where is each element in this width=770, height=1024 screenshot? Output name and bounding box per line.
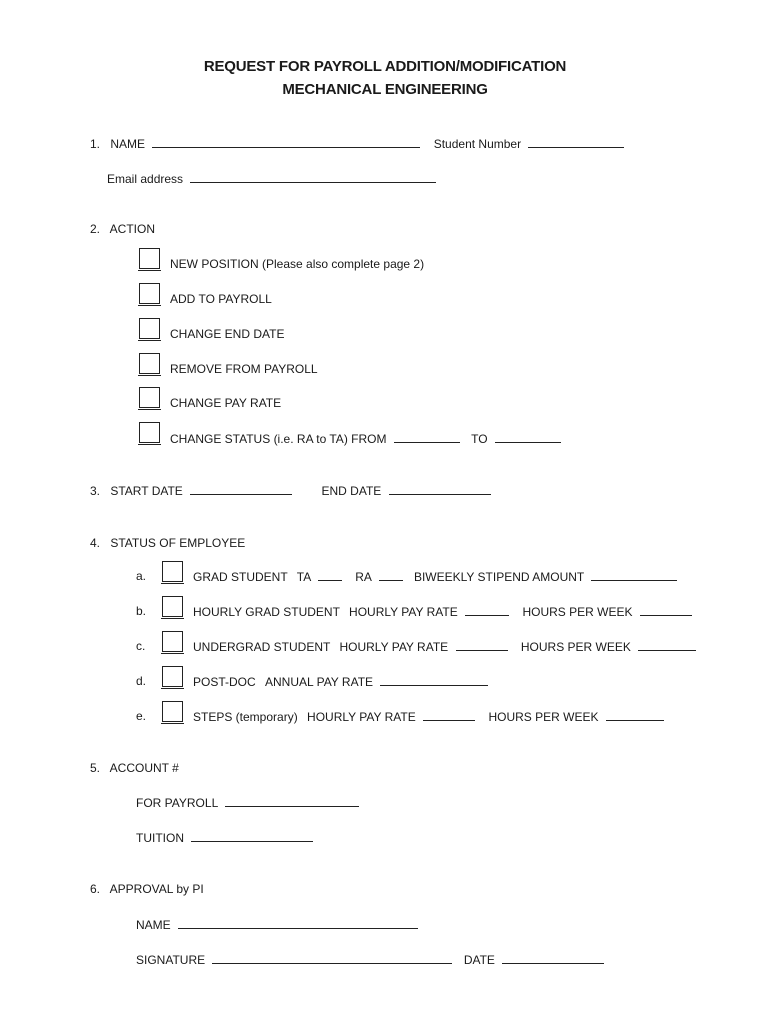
account-heading: ACCOUNT # — [109, 761, 179, 775]
section-3-dates-row — [90, 483, 495, 498]
signature-field[interactable] — [212, 952, 452, 964]
section-1-name-row — [90, 136, 628, 151]
biweekly-stipend-label: BIWEEKLY STIPEND AMOUNT — [413, 570, 585, 584]
hours-per-week-field[interactable] — [606, 709, 664, 721]
new-position-label: NEW POSITION (Please also complete page 2) — [170, 257, 425, 271]
hourly-grad-row — [193, 604, 696, 619]
status-from-field[interactable] — [394, 431, 460, 443]
hourly-pay-rate-field[interactable] — [423, 709, 475, 721]
email-row — [107, 171, 440, 186]
signature-label: SIGNATURE — [136, 953, 206, 967]
remove-from-payroll-checkbox[interactable] — [139, 353, 160, 374]
undergrad-row — [193, 639, 700, 654]
add-to-payroll-label: ADD TO PAYROLL — [170, 292, 272, 306]
section-number: 4. — [90, 536, 101, 550]
signature-row — [136, 952, 608, 967]
start-date-field[interactable] — [190, 483, 292, 495]
end-date-label: END DATE — [321, 484, 382, 498]
name-field[interactable] — [152, 136, 420, 148]
change-status-label: CHANGE STATUS (i.e. RA to TA) FROM — [170, 432, 387, 446]
section-number: 6. — [90, 882, 101, 896]
tuition-label: TUITION — [136, 831, 184, 845]
hourly-grad-label: HOURLY GRAD STUDENT — [193, 605, 340, 619]
email-label: Email address — [107, 172, 184, 186]
undergrad-label: UNDERGRAD STUDENT — [193, 640, 331, 654]
payroll-account-row — [136, 795, 363, 810]
post-doc-label: POST-DOC — [193, 675, 256, 689]
grad-student-label: GRAD STUDENT — [193, 570, 288, 584]
hourly-pay-rate-label: HOURLY PAY RATE — [307, 710, 416, 724]
form-title: REQUEST FOR PAYROLL ADDITION/MODIFICATION — [203, 58, 567, 75]
add-to-payroll-checkbox[interactable] — [139, 283, 160, 304]
steps-checkbox[interactable] — [162, 701, 183, 722]
status-to-field[interactable] — [495, 431, 561, 443]
hours-per-week-label: HOURS PER WEEK — [522, 605, 633, 619]
hours-per-week-label: HOURS PER WEEK — [520, 640, 631, 654]
hourly-grad-checkbox[interactable] — [162, 596, 183, 617]
hourly-pay-rate-field[interactable] — [465, 604, 509, 616]
tuition-account-row — [136, 830, 317, 845]
hourly-pay-rate-field[interactable] — [456, 639, 508, 651]
form-subtitle: MECHANICAL ENGINEERING — [282, 81, 488, 98]
ta-field[interactable] — [318, 569, 342, 581]
for-payroll-label: FOR PAYROLL — [136, 796, 218, 810]
section-number: 2. — [90, 222, 101, 236]
undergrad-checkbox[interactable] — [162, 631, 183, 652]
student-number-field[interactable] — [528, 136, 624, 148]
status-to-label: TO — [471, 432, 488, 446]
end-date-field[interactable] — [389, 483, 491, 495]
action-heading: ACTION — [109, 222, 156, 236]
hours-per-week-field[interactable] — [640, 604, 692, 616]
change-end-date-label: CHANGE END DATE — [170, 327, 285, 341]
ta-label: TA — [296, 570, 311, 584]
annual-pay-rate-field[interactable] — [380, 674, 488, 686]
date-field[interactable] — [502, 952, 604, 964]
status-letter-d: d. — [136, 674, 147, 688]
annual-pay-rate-label: ANNUAL PAY RATE — [265, 675, 374, 689]
tuition-field[interactable] — [191, 830, 313, 842]
hours-per-week-field[interactable] — [638, 639, 696, 651]
status-letter-e: e. — [136, 709, 147, 723]
section-6-heading — [90, 882, 204, 896]
ra-field[interactable] — [379, 569, 403, 581]
hours-per-week-label: HOURS PER WEEK — [488, 710, 599, 724]
section-5-heading — [90, 761, 179, 775]
pi-name-label: NAME — [136, 918, 171, 932]
section-number: 3. — [90, 484, 101, 498]
hourly-pay-rate-label: HOURLY PAY RATE — [339, 640, 449, 654]
change-status-checkbox[interactable] — [139, 422, 160, 443]
steps-label: STEPS (temporary) — [193, 710, 298, 724]
status-letter-c: c. — [136, 639, 146, 653]
section-2-heading — [90, 222, 155, 236]
email-field[interactable] — [190, 171, 436, 183]
change-status-row — [170, 431, 565, 446]
grad-student-checkbox[interactable] — [162, 561, 183, 582]
post-doc-checkbox[interactable] — [162, 666, 183, 687]
post-doc-row — [193, 674, 492, 689]
status-of-employee-heading: STATUS OF EMPLOYEE — [110, 536, 246, 550]
section-number: 1. — [90, 137, 101, 151]
start-date-label: START DATE — [110, 484, 183, 498]
section-4-heading — [90, 536, 245, 550]
new-position-checkbox[interactable] — [139, 248, 160, 269]
student-number-label: Student Number — [433, 137, 522, 151]
for-payroll-field[interactable] — [225, 795, 359, 807]
biweekly-stipend-field[interactable] — [591, 569, 677, 581]
name-label: NAME — [110, 137, 146, 151]
approval-heading: APPROVAL by PI — [109, 882, 204, 896]
change-end-date-checkbox[interactable] — [139, 318, 160, 339]
date-label: DATE — [463, 953, 495, 967]
change-pay-rate-label: CHANGE PAY RATE — [170, 396, 282, 410]
pi-name-row — [136, 917, 422, 932]
status-letter-a: a. — [136, 569, 147, 583]
hourly-pay-rate-label: HOURLY PAY RATE — [349, 605, 458, 619]
remove-from-payroll-label: REMOVE FROM PAYROLL — [170, 362, 318, 376]
grad-student-row — [193, 569, 681, 584]
change-pay-rate-checkbox[interactable] — [139, 387, 160, 408]
pi-name-field[interactable] — [178, 917, 418, 929]
section-number: 5. — [90, 761, 101, 775]
status-letter-b: b. — [136, 604, 147, 618]
ra-label: RA — [355, 570, 372, 584]
steps-row — [193, 709, 668, 724]
